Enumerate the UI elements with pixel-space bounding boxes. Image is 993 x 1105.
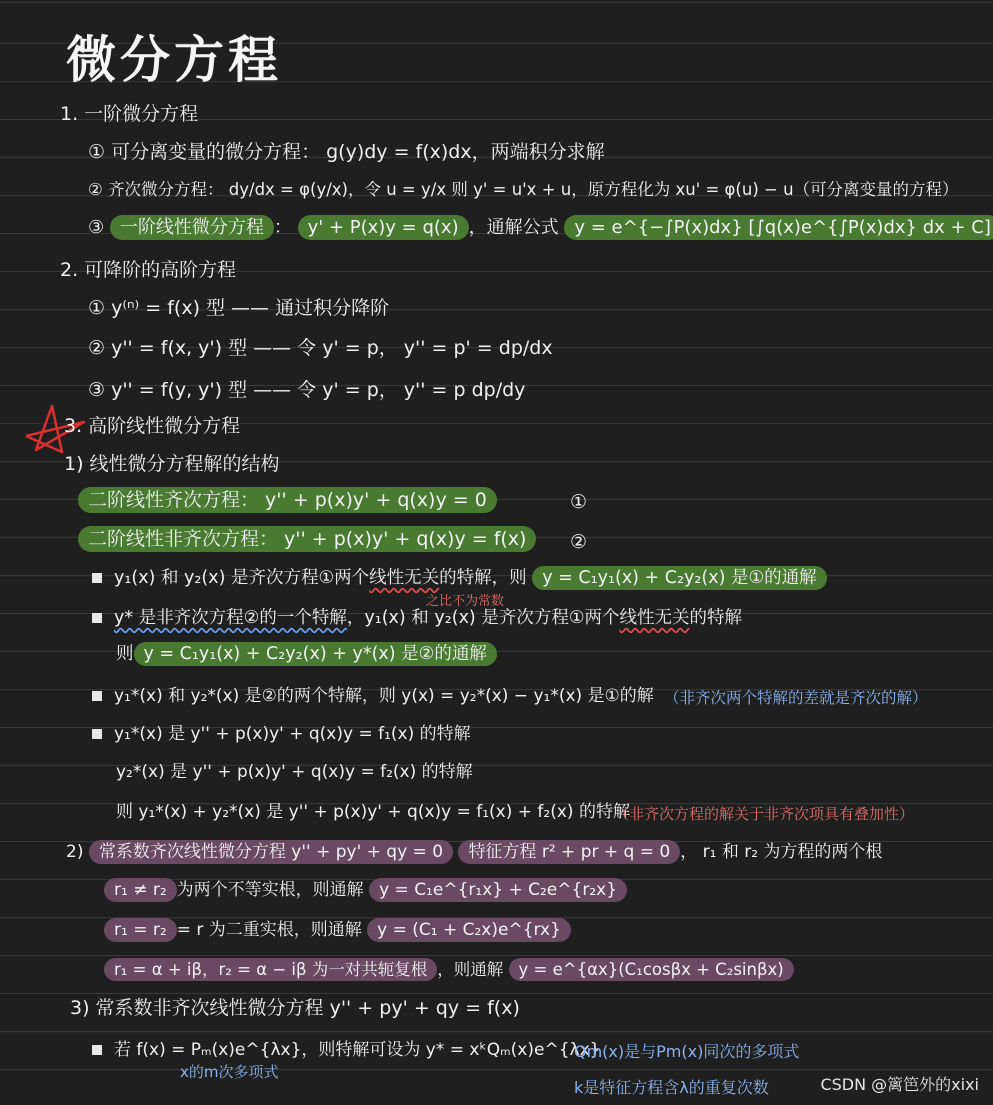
s1-line-3-mid: ，通解公式: [468, 217, 559, 238]
bullet-1-wave: 线性无关: [369, 568, 440, 588]
s1-line-1: ① 可分离变量的微分方程： g(y)dy = f(x)dx，两端积分求解: [88, 141, 605, 163]
bullet-2: [92, 606, 742, 630]
particular-solution-line: [92, 1038, 600, 1062]
bullet-marker: [92, 613, 102, 623]
bullet-3-text: y₁*(x) 和 y₂*(x) 是②的两个特解，则 y(x) = y₂*(x) − y₁*(x) 是①的解: [114, 686, 654, 706]
case-1-text: 为两个不等实根，则通解: [176, 880, 364, 900]
bullet-2-then: 则: [116, 644, 134, 664]
s3-homog-line: [78, 488, 497, 512]
bullet-4-line-2: y₂*(x) 是 y'' + p(x)y' + q(x)y = f₂(x) 的特解: [116, 762, 473, 782]
case-3-solution: y = e^{αx}(C₁cosβx + C₂sinβx): [509, 958, 794, 981]
section-3-heading: 3. 高阶线性微分方程: [64, 415, 241, 437]
case-2-label: r₁ = r₂: [104, 918, 177, 942]
characteristic-equation: 特征方程 r² + pr + q = 0: [458, 840, 680, 864]
page-title: 微分方程: [66, 31, 282, 89]
s3-nonhomog-line: [78, 527, 536, 551]
csdn-watermark: CSDN @篱笆外的xixi: [820, 1075, 979, 1094]
superposition-note: （非齐次方程的解关于非齐次项具有叠加性）: [614, 805, 915, 823]
k-note: k是特征方程含λ的重复次数: [574, 1078, 769, 1097]
const-coef-homog: [66, 840, 882, 864]
s1-line-3-num: ③: [88, 217, 105, 238]
s3-sub-1: 1) 线性微分方程解的结构: [64, 453, 280, 475]
bullet-4-line-3: 则 y₁*(x) + y₂*(x) 是 y'' + p(x)y' + q(x)y = f₁(x) + f₂(x) 的特解: [116, 802, 630, 822]
qm-note: Qm(x)是与Pm(x)同次的多项式: [574, 1042, 800, 1061]
case-2-text: = r 为二重实根，则通解: [176, 920, 362, 940]
s1-line-3-colon: ：: [273, 217, 292, 238]
difference-note: （非齐次两个特解的差就是齐次的解）: [664, 689, 928, 707]
bullet-2-wave: y* 是非齐次方程②的一个特解: [114, 608, 347, 628]
bullet-1-text: y₁(x) 和 y₂(x) 是齐次方程①两个: [114, 568, 370, 588]
homog-general-solution: y = C₁y₁(x) + C₂y₂(x) 是①的通解: [532, 566, 826, 590]
nonhomogeneous-equation: 二阶线性非齐次方程： y'' + p(x)y' + q(x)y = f(x): [78, 526, 536, 552]
nonhomog-marker: ②: [570, 531, 588, 553]
section-1-heading: 1. 一阶微分方程: [60, 103, 199, 125]
bullet-2-wave2: 线性无关: [619, 608, 690, 628]
s2-line-1: ① y⁽ⁿ⁾ = f(x) 型 —— 通过积分降阶: [88, 297, 390, 319]
roots-text: ， r₁ 和 r₂ 为方程的两个根: [680, 842, 883, 862]
case-double-root: [104, 918, 571, 942]
bullet-1-text2: 的特解，则: [439, 568, 527, 588]
linear-first-order-label: 一阶线性微分方程: [110, 215, 274, 240]
bullet-3: [92, 684, 654, 708]
case-distinct-roots: [104, 878, 627, 902]
case-3-text: ，则通解: [437, 960, 504, 979]
bullet-2-text: ，y₁(x) 和 y₂(x) 是齐次方程①两个: [346, 608, 620, 628]
linear-first-order-equation: y' + P(x)y = q(x): [298, 215, 469, 240]
bullet-4-line-1: y₁*(x) 是 y'' + p(x)y' + q(x)y = f₁(x) 的特解: [114, 724, 471, 744]
particular-solution-text: 若 f(x) = Pₘ(x)e^{λx}，则特解可设为 y* = xᵏQₘ(x)e^{λx}: [114, 1040, 601, 1060]
s2-line-3: ③ y'' = f(y, y') 型 —— 令 y' = p， y'' = p dp/dy: [88, 379, 526, 401]
general-solution-formula: y = e^{−∫P(x)dx} [∫q(x)e^{∫P(x)dx} dx + C]: [564, 215, 993, 240]
const-coef-nonhomog-heading: 3) 常系数非齐次线性微分方程 y'' + py' + qy = f(x): [70, 997, 520, 1019]
sub-2-num: 2): [66, 842, 84, 862]
s1-line-3: [88, 216, 993, 240]
bullet-4: [92, 722, 471, 746]
bullet-1: [92, 566, 827, 590]
case-1-solution: y = C₁e^{r₁x} + C₂e^{r₂x}: [369, 878, 627, 902]
polynomial-note: x的m次多项式: [180, 1063, 279, 1081]
homog-marker: ①: [570, 491, 588, 513]
case-complex-roots: [104, 958, 794, 982]
bullet-marker: [92, 729, 102, 739]
bullet-2-text2: 的特解: [689, 608, 743, 628]
case-2-solution: y = (C₁ + C₂x)e^{rx}: [367, 918, 571, 942]
case-3-label: r₁ = α + iβ，r₂ = α − iβ 为一对共轭复根: [104, 958, 437, 981]
bullet-marker: [92, 691, 102, 701]
ratio-note: 之比不为常数: [426, 594, 505, 609]
const-coef-homog-eq: 常系数齐次线性微分方程 y'' + py' + qy = 0: [89, 840, 453, 864]
homogeneous-equation: 二阶线性齐次方程： y'' + p(x)y' + q(x)y = 0: [78, 487, 497, 513]
section-2-heading: 2. 可降阶的高阶方程: [60, 259, 237, 281]
s2-line-2: ② y'' = f(x, y') 型 —— 令 y' = p， y'' = p' = dp/dx: [88, 337, 553, 359]
nonhomog-general-solution: y = C₁y₁(x) + C₂y₂(x) + y*(x) 是②的通解: [134, 642, 497, 666]
bullet-2-cont: [116, 642, 497, 666]
bullet-marker: [92, 1045, 102, 1055]
s1-line-2: ② 齐次微分方程： dy/dx = φ(y/x)，令 u = y/x 则 y' = u'x + u，原方程化为 xu' = φ(u) − u（可分离变量的方程）: [88, 180, 959, 199]
bullet-marker: [92, 573, 102, 583]
case-1-label: r₁ ≠ r₂: [104, 878, 177, 902]
